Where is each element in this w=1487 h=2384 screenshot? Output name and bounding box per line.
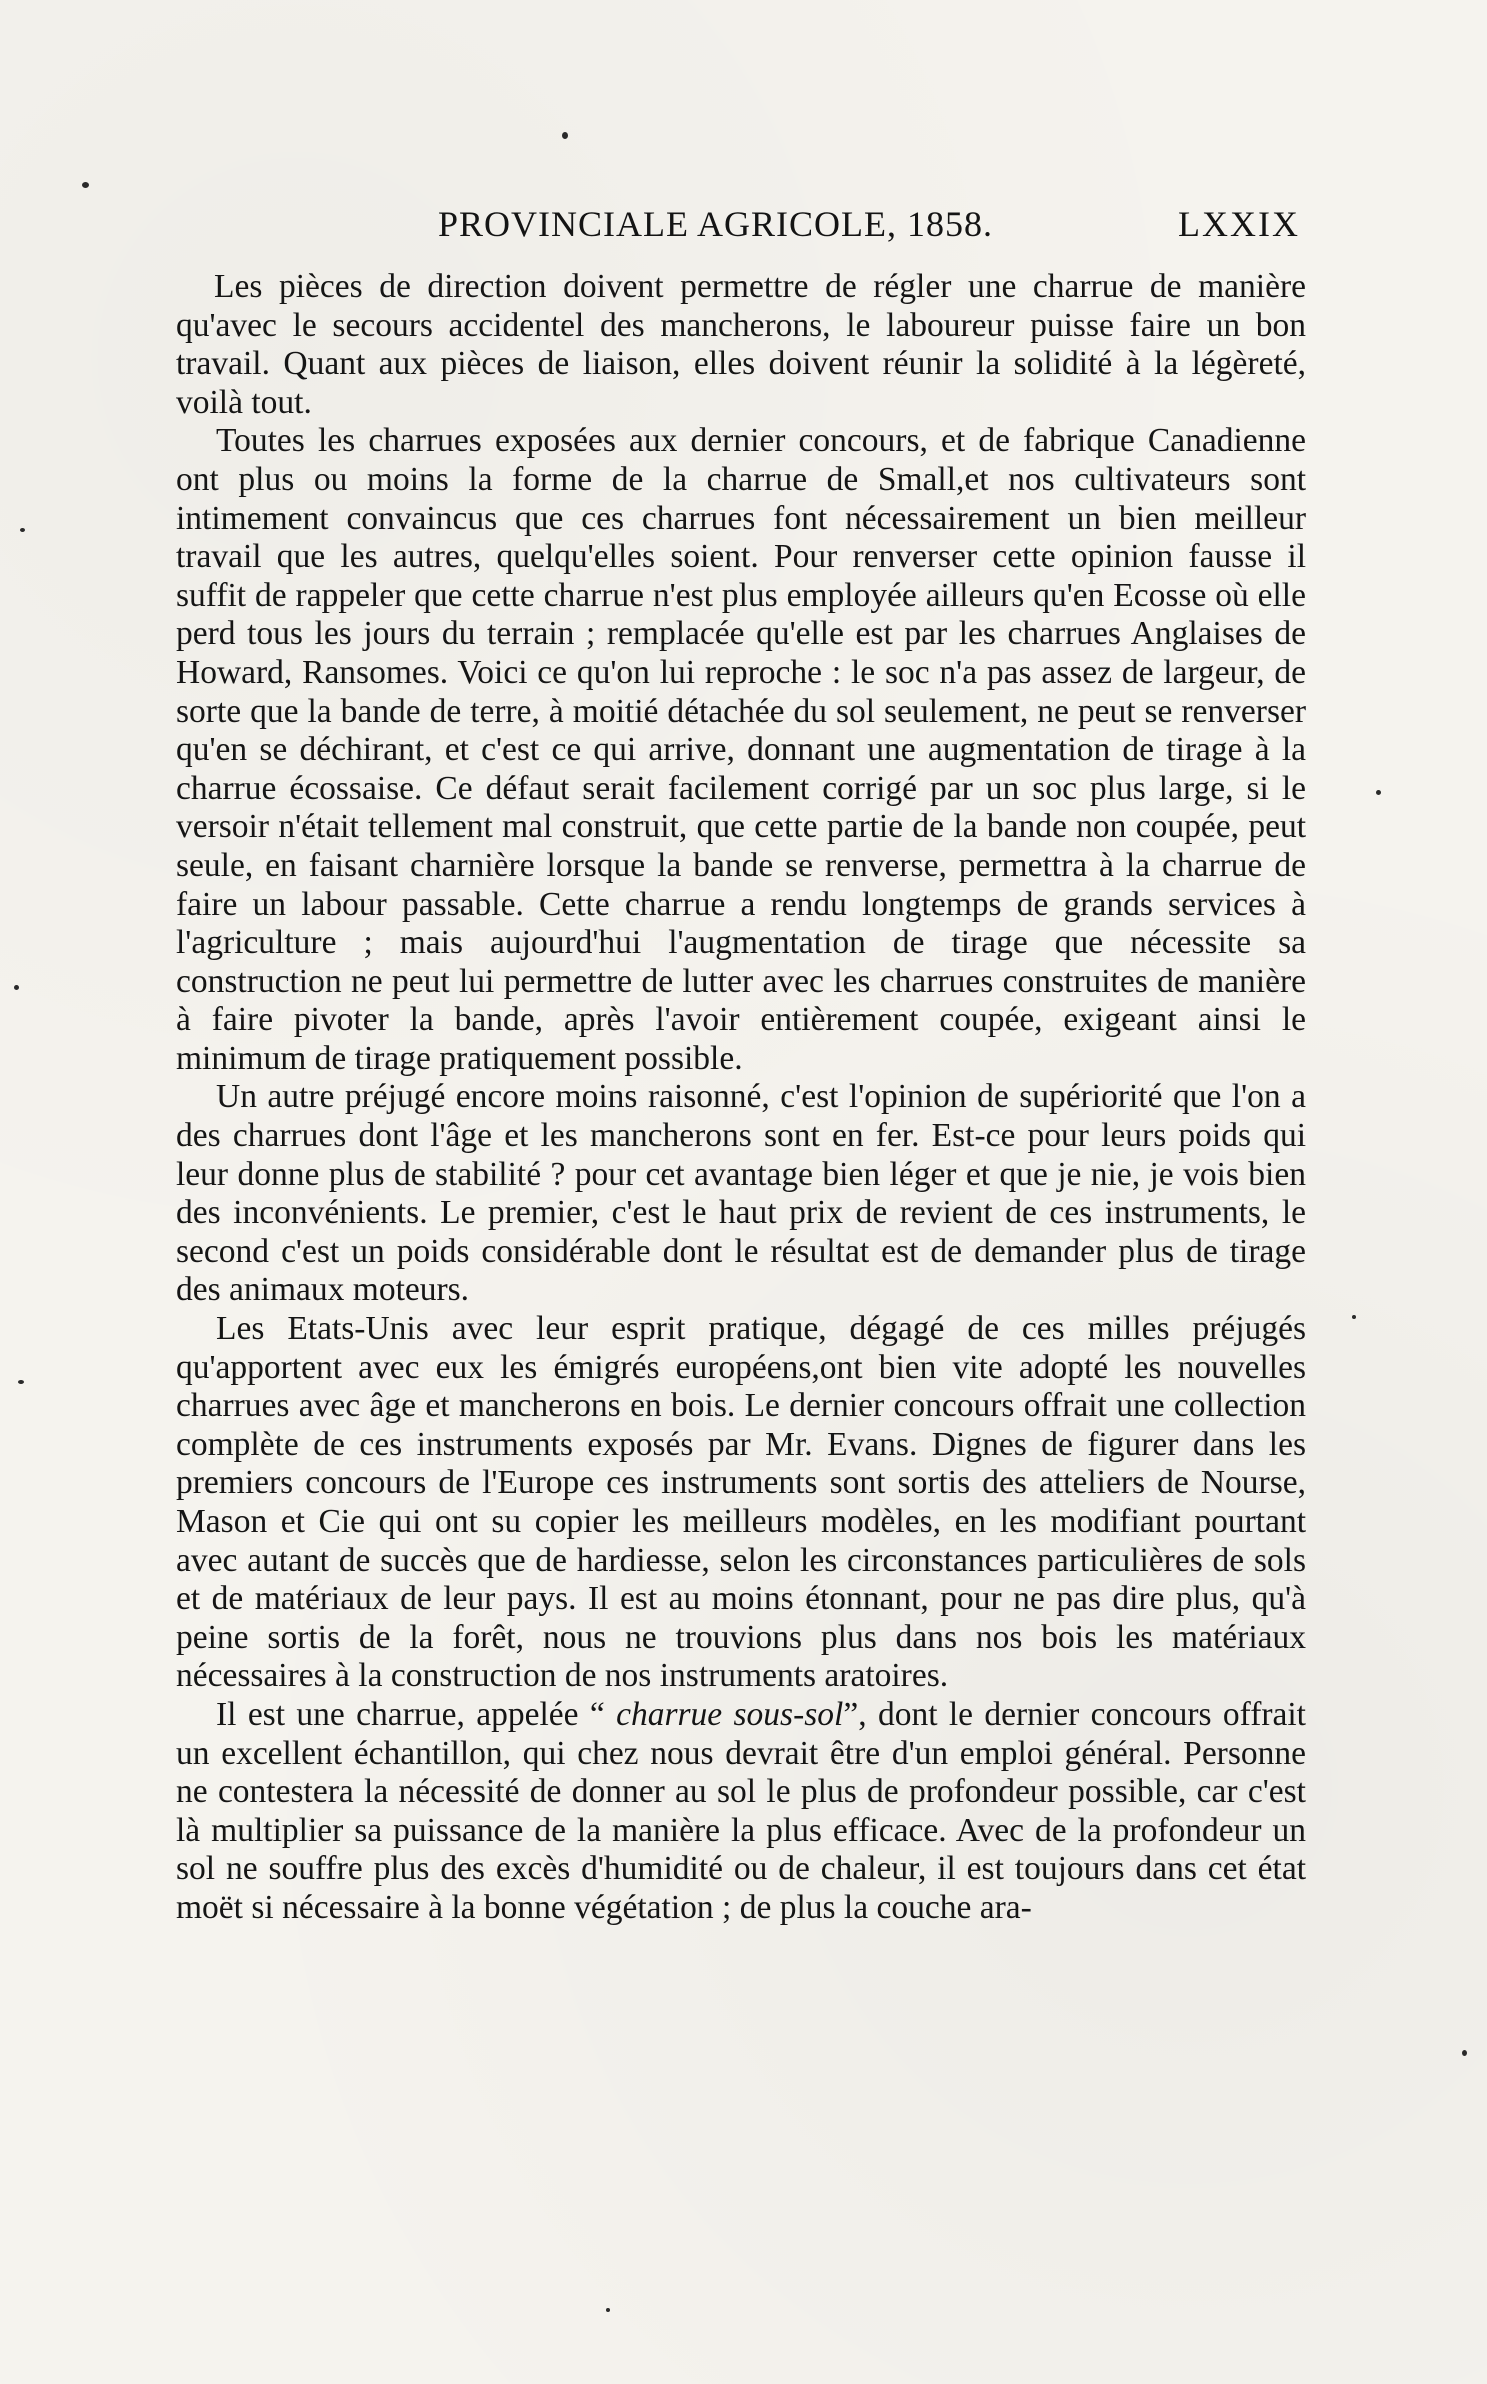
- paragraph-1: Les pièces de direction doivent permettre de régler une charrue de manière qu'avec le secours accidentel des mancherons, le laboureur puisse faire un bon travail. Quant aux pièces de liaison, elles doivent réunir la solidité à la légèreté, voilà tout.: [176, 268, 1306, 421]
- paragraph-5-start: Il est une charrue, appelée “: [216, 1695, 617, 1733]
- scan-speck: [18, 1380, 24, 1384]
- body-text: [176, 268, 1306, 1928]
- paragraph-2: Toutes les charrues exposées aux dernier concours, et de fabrique Canadienne ont plus ou moins la forme de la charrue de Small,et nos cultivateurs sont intimement convaincus que ces charrues font nécessairement un bien meilleur travail que les autres, quelqu'elles soient. Pour renverser cette opinion fausse il suffit de rappeler que cette charrue n'est plus employée ailleurs qu'en Ecosse où elle perd tous les jours du terrain ; remplacée qu'elle est par les charrues Anglaises de Howard, Ransomes. Voici ce qu'on lui reproche : le soc n'a pas assez de largeur, de sorte que la bande de terre, à moitié détachée du sol seulement, ne peut se renverser qu'en se déchirant, et c'est ce qui arrive, donnant une augmentation de tirage à la charrue écossaise. Ce défaut serait facilement corrigé par un soc plus large, si le versoir n'était tellement mal construit, que cette partie de la bande non coupée, peut seule, en faisant charnière lorsque la bande se renverse, permettra à la charrue de faire un labour passable. Cette charrue a rendu longtemps de grands services à l'agriculture ; mais aujourd'hui l'augmentation de tirage que nécessite sa construction ne peut lui permettre de lutter avec les charrues construites de manière à faire pivoter la bande, après l'avoir entièrement coupée, exigeant ainsi le minimum de tirage pratiquement possible.: [176, 422, 1306, 1077]
- page-number: LXXIX: [1178, 204, 1300, 244]
- scan-speck: [1462, 2050, 1467, 2056]
- paragraph-3: Un autre préjugé encore moins raisonné, c'est l'opinion de supériorité que l'on a des charrues dont l'âge et les mancherons sont en fer. Est-ce pour leurs poids qui leur donne plus de stabilité ? pour cet avantage bien léger et que je nie, je vois bien des inconvénients. Le premier, c'est le haut prix de revient de ces instruments, le second c'est un poids considérable dont le résultat est de demander plus de tirage des animaux moteurs.: [176, 1078, 1306, 1309]
- italic-term: charrue sous-sol: [616, 1695, 844, 1733]
- scan-speck: [14, 985, 19, 990]
- running-head: [430, 203, 1310, 253]
- scan-speck: [606, 2308, 610, 2312]
- scan-speck: [1352, 1315, 1356, 1319]
- paragraph-5-rest: ”, dont le dernier concours offrait un excellent échantillon, qui chez nous devrait être d'un emploi général. Personne ne contestera la nécessité de donner au sol le plus de profondeur possible, car c'est là multiplier sa puissance de la manière la plus efficace. Avec de la profondeur un sol ne souffre plus des excès d'humidité ou de chaleur, il est toujours dans cet état moët si nécessaire à la bonne végétation ; de plus la couche ara-: [176, 1695, 1306, 1926]
- paragraph-5: [176, 1696, 1306, 1928]
- paragraph-4: Les Etats-Unis avec leur esprit pratique, dégagé de ces milles préjugés qu'apportent avec eux les émigrés européens,ont bien vite adopté les nouvelles charrues avec âge et mancherons en bois. Le dernier concours offrait une collection complète de ces instruments exposés par Mr. Evans. Dignes de figurer dans les premiers concours de l'Europe ces instruments sont sortis des atteliers de Nourse, Mason et Cie qui ont su copier les meilleurs modèles, en les modifiant pourtant avec autant de succès que de hardiesse, selon les circonstances particulières de sols et de matériaux de leur pays. Il est au moins étonnant, pour ne pas dire plus, qu'à peine sortis de la forêt, nous ne trouvions plus dans nos bois les matériaux nécessaires à la construction de nos instruments aratoires.: [176, 1310, 1306, 1695]
- scan-speck: [82, 182, 89, 188]
- running-title: PROVINCIALE AGRICOLE, 1858.: [438, 204, 993, 244]
- scan-speck: [20, 528, 25, 532]
- scan-speck: [562, 132, 568, 139]
- scan-speck: [1376, 790, 1381, 795]
